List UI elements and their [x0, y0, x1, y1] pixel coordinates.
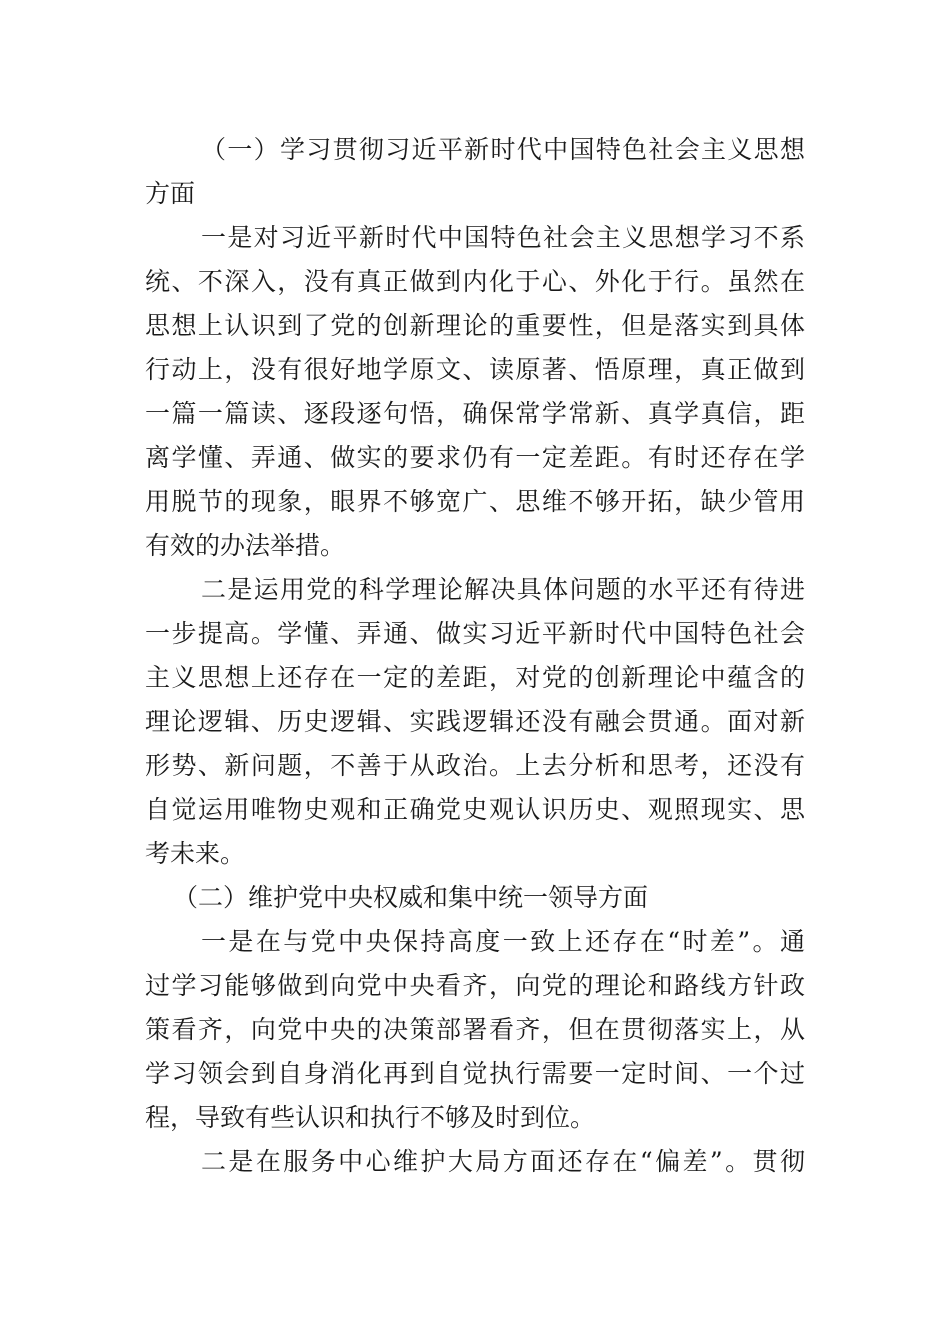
paragraph-line: 策看齐，向党中央的决策部署看齐，但在贯彻落实上，从: [145, 1015, 805, 1044]
paragraph-line: 学习领会到自身消化再到自觉执行需要一定时间、一个过: [145, 1059, 805, 1088]
paragraph-line: 程，导致有些认识和执行不够及时到位。: [145, 1103, 596, 1132]
paragraph-line: 有效的办法举措。: [145, 531, 346, 560]
paragraph-line: 一是对习近平新时代中国特色社会主义思想学习不系: [201, 223, 805, 252]
paragraph-line: 用脱节的现象，眼界不够宽广、思维不够开拓，缺少管用: [145, 487, 805, 516]
paragraph-line: 行动上，没有很好地学原文、读原著、悟原理，真正做到: [145, 355, 805, 384]
paragraph-line: 理论逻辑、历史逻辑、实践逻辑还没有融会贯通。面对新: [145, 707, 805, 736]
paragraph-line: 统、不深入，没有真正做到内化于心、外化于行。虽然在: [145, 267, 805, 296]
paragraph-line: 一是在与党中央保持高度一致上还存在“时差”。通: [201, 927, 805, 956]
paragraph-line: 过学习能够做到向党中央看齐，向党的理论和路线方针政: [145, 971, 805, 1000]
paragraph-line: 离学懂、弄通、做实的要求仍有一定差距。有时还存在学: [145, 443, 805, 472]
paragraph-line: 二是运用党的科学理论解决具体问题的水平还有待进: [201, 575, 805, 604]
paragraph-line: 一步提高。学懂、弄通、做实习近平新时代中国特色社会: [145, 619, 805, 648]
paragraph-line: 一篇一篇读、逐段逐句悟，确保常学常新、真学真信，距: [145, 399, 805, 428]
paragraph-line: 形势、新问题，不善于从政治。上去分析和思考，还没有: [145, 751, 805, 780]
paragraph-line: 思想上认识到了党的创新理论的重要性，但是落实到具体: [145, 311, 805, 340]
section-heading-1: （一）学习贯彻习近平新时代中国特色社会主义思想: [201, 135, 805, 164]
paragraph-line: 主义思想上还存在一定的差距，对党的创新理论中蕴含的: [145, 663, 805, 692]
section-heading-2: （二）维护党中央权威和集中统一领导方面: [173, 883, 649, 912]
paragraph-line: 自觉运用唯物史观和正确党史观认识历史、观照现实、思: [145, 795, 805, 824]
paragraph-line: 考未来。: [145, 839, 246, 868]
paragraph-line: 二是在服务中心维护大局方面还存在“偏差”。贯彻: [201, 1147, 805, 1176]
section-heading-1-cont: 方面: [145, 179, 196, 208]
